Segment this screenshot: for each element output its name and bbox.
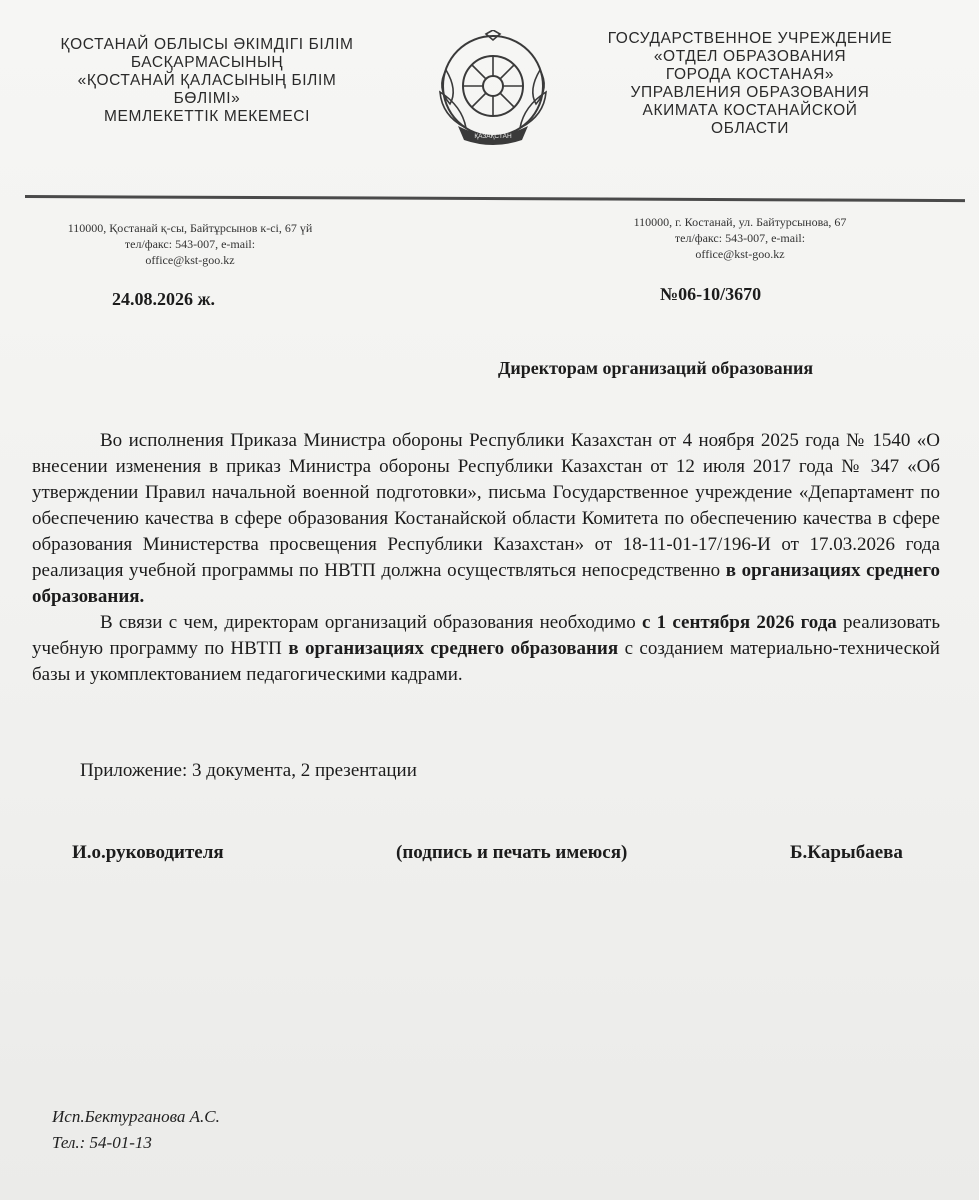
address-email: office@kst-goo.kz bbox=[145, 253, 235, 267]
body-emphasis: в организациях среднего образования bbox=[288, 638, 619, 659]
address-russian bbox=[590, 214, 890, 262]
body-emphasis: с 1 сентября 2026 года bbox=[641, 612, 837, 633]
header-kazakh bbox=[52, 36, 362, 126]
header-line: «ҚОСТАНАЙ ҚАЛАСЫНЫҢ БІЛІМ bbox=[77, 72, 337, 89]
executor-phone: Тел.: 54-01-13 bbox=[52, 1133, 152, 1152]
signatory-name: Б.Карыбаева bbox=[790, 842, 903, 863]
body-emphasis: в организациях среднего образования. bbox=[32, 560, 940, 607]
header-line: ОБЛАСТИ bbox=[711, 120, 789, 137]
letter-body bbox=[32, 428, 940, 688]
address-line: тел/факс: 543-007, e-mail: bbox=[124, 237, 256, 251]
attachment-line: Приложение: 3 документа, 2 презентации bbox=[80, 760, 417, 781]
emblem-text: ҚАЗАҚСТАН bbox=[474, 133, 512, 140]
signature-row bbox=[0, 842, 979, 872]
address-kazakh bbox=[20, 220, 360, 268]
body-text: В связи с чем, директорам организаций образования необходимо bbox=[100, 612, 642, 633]
address-line: 110000, г. Костанай, ул. Байтурсынова, 67 bbox=[633, 215, 847, 229]
body-text: реализовать учебную программу по НВТП bbox=[32, 612, 940, 659]
header-line: ГОРОДА КОСТАНАЯ» bbox=[665, 66, 835, 83]
signatory-title: И.о.руководителя bbox=[72, 842, 224, 863]
signature-note: (подпись и печать имеюся) bbox=[396, 842, 628, 863]
header-line: БӨЛІМІ» bbox=[173, 90, 241, 107]
body-paragraph-1 bbox=[32, 428, 940, 610]
address-line: 110000, Қостанай қ-сы, Байтұрсынов к-сі, 67 үй bbox=[67, 221, 313, 235]
header-line: «ОТДЕЛ ОБРАЗОВАНИЯ bbox=[653, 48, 847, 65]
header-divider bbox=[25, 195, 965, 202]
header-line: БАСҚАРМАСЫНЫҢ bbox=[130, 54, 284, 71]
header-line: ҚОСТАНАЙ ОБЛЫСЫ ӘКІМДІГІ БІЛІМ bbox=[60, 36, 354, 53]
address-email: office@kst-goo.kz bbox=[695, 247, 785, 261]
body-text: с созданием материально-технической базы и укомплектованием педагогическими кадрами. bbox=[32, 638, 940, 685]
body-paragraph-2 bbox=[32, 610, 940, 688]
header-line: АКИМАТА КОСТАНАЙСКОЙ bbox=[642, 102, 858, 119]
header-russian bbox=[580, 30, 920, 138]
header-line: УПРАВЛЕНИЯ ОБРАЗОВАНИЯ bbox=[630, 84, 870, 101]
executor-name: Исп.Бектурганова А.С. bbox=[52, 1107, 220, 1126]
letter-date: 24.08.2026 ж. bbox=[112, 289, 216, 309]
body-text: Во исполнения Приказа Министра обороны Республики Казахстан от 4 ноября 2025 года № 1540 «О внесении изменения в приказ Министра обороны Республики Казахстан от 12 июля 2017 года № 347 «Об утверждении Правил начальной военной подготовки», письма Государственное учреждение «Департамент по обеспечению качества в сфере образования Костанайской области Комитета по обеспечению качества в сфере образования Министерства просвещения Республики Казахстан» от 18-11-01-17/196-И от 17.03.2026 года реализация учебной программы по НВТП должна осуществляться непосредственно bbox=[32, 430, 940, 581]
header-line: МЕМЛЕКЕТТІК МЕКЕМЕСІ bbox=[104, 108, 310, 125]
recipient-line: Директорам организаций образования bbox=[498, 358, 814, 378]
address-line: тел/факс: 543-007, e-mail: bbox=[674, 231, 806, 245]
kazakhstan-state-emblem-icon bbox=[428, 30, 558, 148]
executor-info bbox=[52, 1104, 220, 1156]
letter-number: №06-10/3670 bbox=[660, 284, 762, 304]
header-line: ГОСУДАРСТВЕННОЕ УЧРЕЖДЕНИЕ bbox=[607, 30, 893, 47]
